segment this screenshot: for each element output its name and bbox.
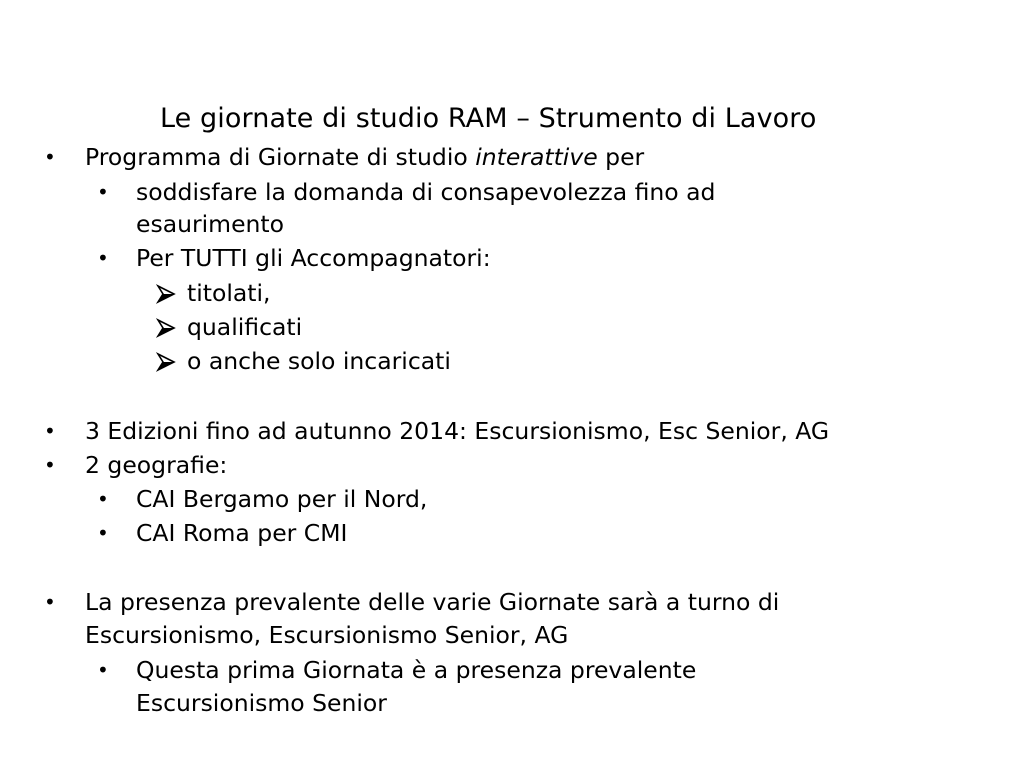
bullet-icon: • [44,590,56,614]
geografie-label: 2 geografie: [85,451,228,479]
category-item: qualificati [187,313,303,341]
bullet-icon: • [97,521,109,545]
bullet-icon: • [97,487,109,511]
presenza-sub-line-continuation: Escursionismo Senior [136,689,387,717]
bullet-icon: • [97,180,109,204]
presenza-line: La presenza prevalente delle varie Giornate sarà a turno di [85,588,780,616]
bullet-icon: • [97,658,109,682]
program-italic-word: interattive [475,143,598,171]
editions-line: 3 Edizioni fino ad autunno 2014: Escursionismo, Esc Senior, AG [85,417,830,445]
presenza-line-continuation: Escursionismo, Escursionismo Senior, AG [85,621,569,649]
program-line [85,140,644,174]
arrow-bullet-icon [156,318,176,338]
category-item: o anche solo incaricati [187,347,451,375]
slide-title: Le giornate di studio RAM – Strumento di Lavoro [160,103,817,134]
program-text-after: per [597,143,645,171]
geografie-item: CAI Bergamo per il Nord, [136,485,428,513]
program-sub-item-continuation: esaurimento [136,210,285,238]
bullet-icon: • [44,419,56,443]
presenza-sub-line: Questa prima Giornata è a presenza prevalente [136,656,697,684]
bullet-icon: • [44,145,56,169]
bullet-icon: • [97,246,109,270]
program-sub-item: soddisfare la domanda di consapevolezza fino ad [136,178,716,206]
geografie-item: CAI Roma per CMI [136,519,348,547]
program-text-before: Programma di Giornate di studio [85,143,476,171]
bullet-icon: • [44,453,56,477]
arrow-bullet-icon [156,284,176,304]
arrow-bullet-icon [156,352,176,372]
program-sub-item: Per TUTTI gli Accompagnatori: [136,244,491,272]
category-item: titolati, [187,279,271,307]
